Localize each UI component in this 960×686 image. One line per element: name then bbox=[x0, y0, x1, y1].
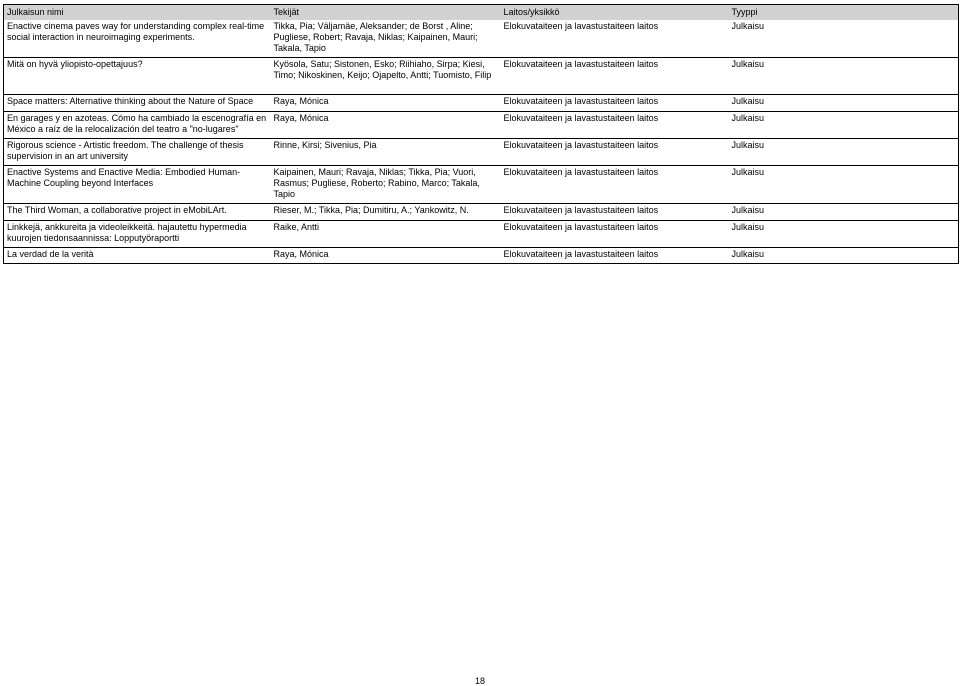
header-type: Tyyppi bbox=[729, 5, 959, 21]
cell-authors: Rinne, Kirsi; Sivenius, Pia bbox=[271, 139, 501, 166]
cell-title: Rigorous science - Artistic freedom. The challenge of thesis supervision in an art university bbox=[4, 139, 271, 166]
cell-type: Julkaisu bbox=[729, 204, 959, 221]
cell-title: Linkkejä, ankkureita ja videoleikkeitä. hajautettu hypermedia kuurojen tiedonsaannissa: Lopputyöraportti bbox=[4, 221, 271, 248]
table-row bbox=[4, 58, 959, 95]
cell-authors: Rieser, M.; Tikka, Pia; Dumitiru, A.; Yankowitz, N. bbox=[271, 204, 501, 221]
cell-type: Julkaisu bbox=[729, 58, 959, 95]
table-row bbox=[4, 204, 959, 221]
page-number: 18 bbox=[474, 676, 485, 686]
table-row bbox=[4, 20, 959, 58]
cell-title: Enactive cinema paves way for understanding complex real-time social interaction in neuroimaging experiments. bbox=[7, 21, 265, 42]
cell-department: Elokuvataiteen ja lavastustaiteen laitos bbox=[501, 139, 729, 166]
cell-title: The Third Woman, a collaborative project in eMobiLArt. bbox=[4, 204, 271, 221]
cell-department: Elokuvataiteen ja lavastustaiteen laitos bbox=[501, 112, 729, 139]
cell-authors: Raya, Mónica bbox=[271, 95, 501, 112]
table-row bbox=[4, 139, 959, 166]
cell-type: Julkaisu bbox=[729, 139, 959, 166]
cell-type: Julkaisu bbox=[729, 166, 959, 204]
cell-authors: Tikka, Pia; Väljamäe, Aleksander; de Borst , Aline; Pugliese, Robert; Ravaja, Niklas; Kaipainen, Mauri; Takala, Tapio bbox=[273, 21, 478, 53]
table-header-row bbox=[4, 5, 959, 21]
header-authors: Tekijät bbox=[271, 5, 501, 21]
cell-type: Julkaisu bbox=[731, 21, 765, 31]
cell-title: Mitä on hyvä yliopisto-opettajuus? bbox=[4, 58, 271, 95]
cell-type: Julkaisu bbox=[729, 112, 959, 139]
cell-title: En garages y en azoteas. Cómo ha cambiado la escenografía en México a raíz de la relocalización del teatro a "no-lugares" bbox=[4, 112, 271, 139]
cell-authors: Kaipainen, Mauri; Ravaja, Niklas; Tikka, Pia; Vuori, Rasmus; Pugliese, Roberto; Rabino, Marco; Takala, Tapio bbox=[271, 166, 501, 204]
cell-department: Elokuvataiteen ja lavastustaiteen laitos bbox=[501, 58, 729, 95]
cell-type: Julkaisu bbox=[729, 95, 959, 112]
cell-department: Elokuvataiteen ja lavastustaiteen laitos bbox=[501, 95, 729, 112]
cell-department: Elokuvataiteen ja lavastustaiteen laitos bbox=[501, 221, 729, 248]
table-row bbox=[4, 166, 959, 204]
publications-table bbox=[3, 4, 959, 264]
cell-type: Julkaisu bbox=[729, 221, 959, 248]
header-department: Laitos/yksikkö bbox=[501, 5, 729, 21]
cell-title: La verdad de la verità bbox=[4, 248, 271, 264]
header-title: Julkaisun nimi bbox=[4, 5, 271, 21]
cell-department: Elokuvataiteen ja lavastustaiteen laitos bbox=[501, 166, 729, 204]
cell-authors: Raya, Mónica bbox=[271, 248, 501, 264]
cell-title: Enactive Systems and Enactive Media: Embodied Human-Machine Coupling beyond Interfaces bbox=[4, 166, 271, 204]
cell-authors: Raike, Antti bbox=[271, 221, 501, 248]
cell-title: Space matters: Alternative thinking about the Nature of Space bbox=[4, 95, 271, 112]
table-row bbox=[4, 95, 959, 112]
table-row bbox=[4, 221, 959, 248]
cell-department: Elokuvataiteen ja lavastustaiteen laitos bbox=[503, 21, 659, 31]
cell-authors: Kyösola, Satu; Sistonen, Esko; Riihiaho, Sirpa; Kiesi, Timo; Nikoskinen, Keijo; Ojapelto, Antti; Tuomisto, Filip bbox=[271, 58, 501, 95]
table-row bbox=[4, 112, 959, 139]
table-row bbox=[4, 248, 959, 264]
cell-type: Julkaisu bbox=[729, 248, 959, 264]
cell-department: Elokuvataiteen ja lavastustaiteen laitos bbox=[501, 204, 729, 221]
cell-authors: Raya, Mónica bbox=[271, 112, 501, 139]
cell-department: Elokuvataiteen ja lavastustaiteen laitos bbox=[501, 248, 729, 264]
